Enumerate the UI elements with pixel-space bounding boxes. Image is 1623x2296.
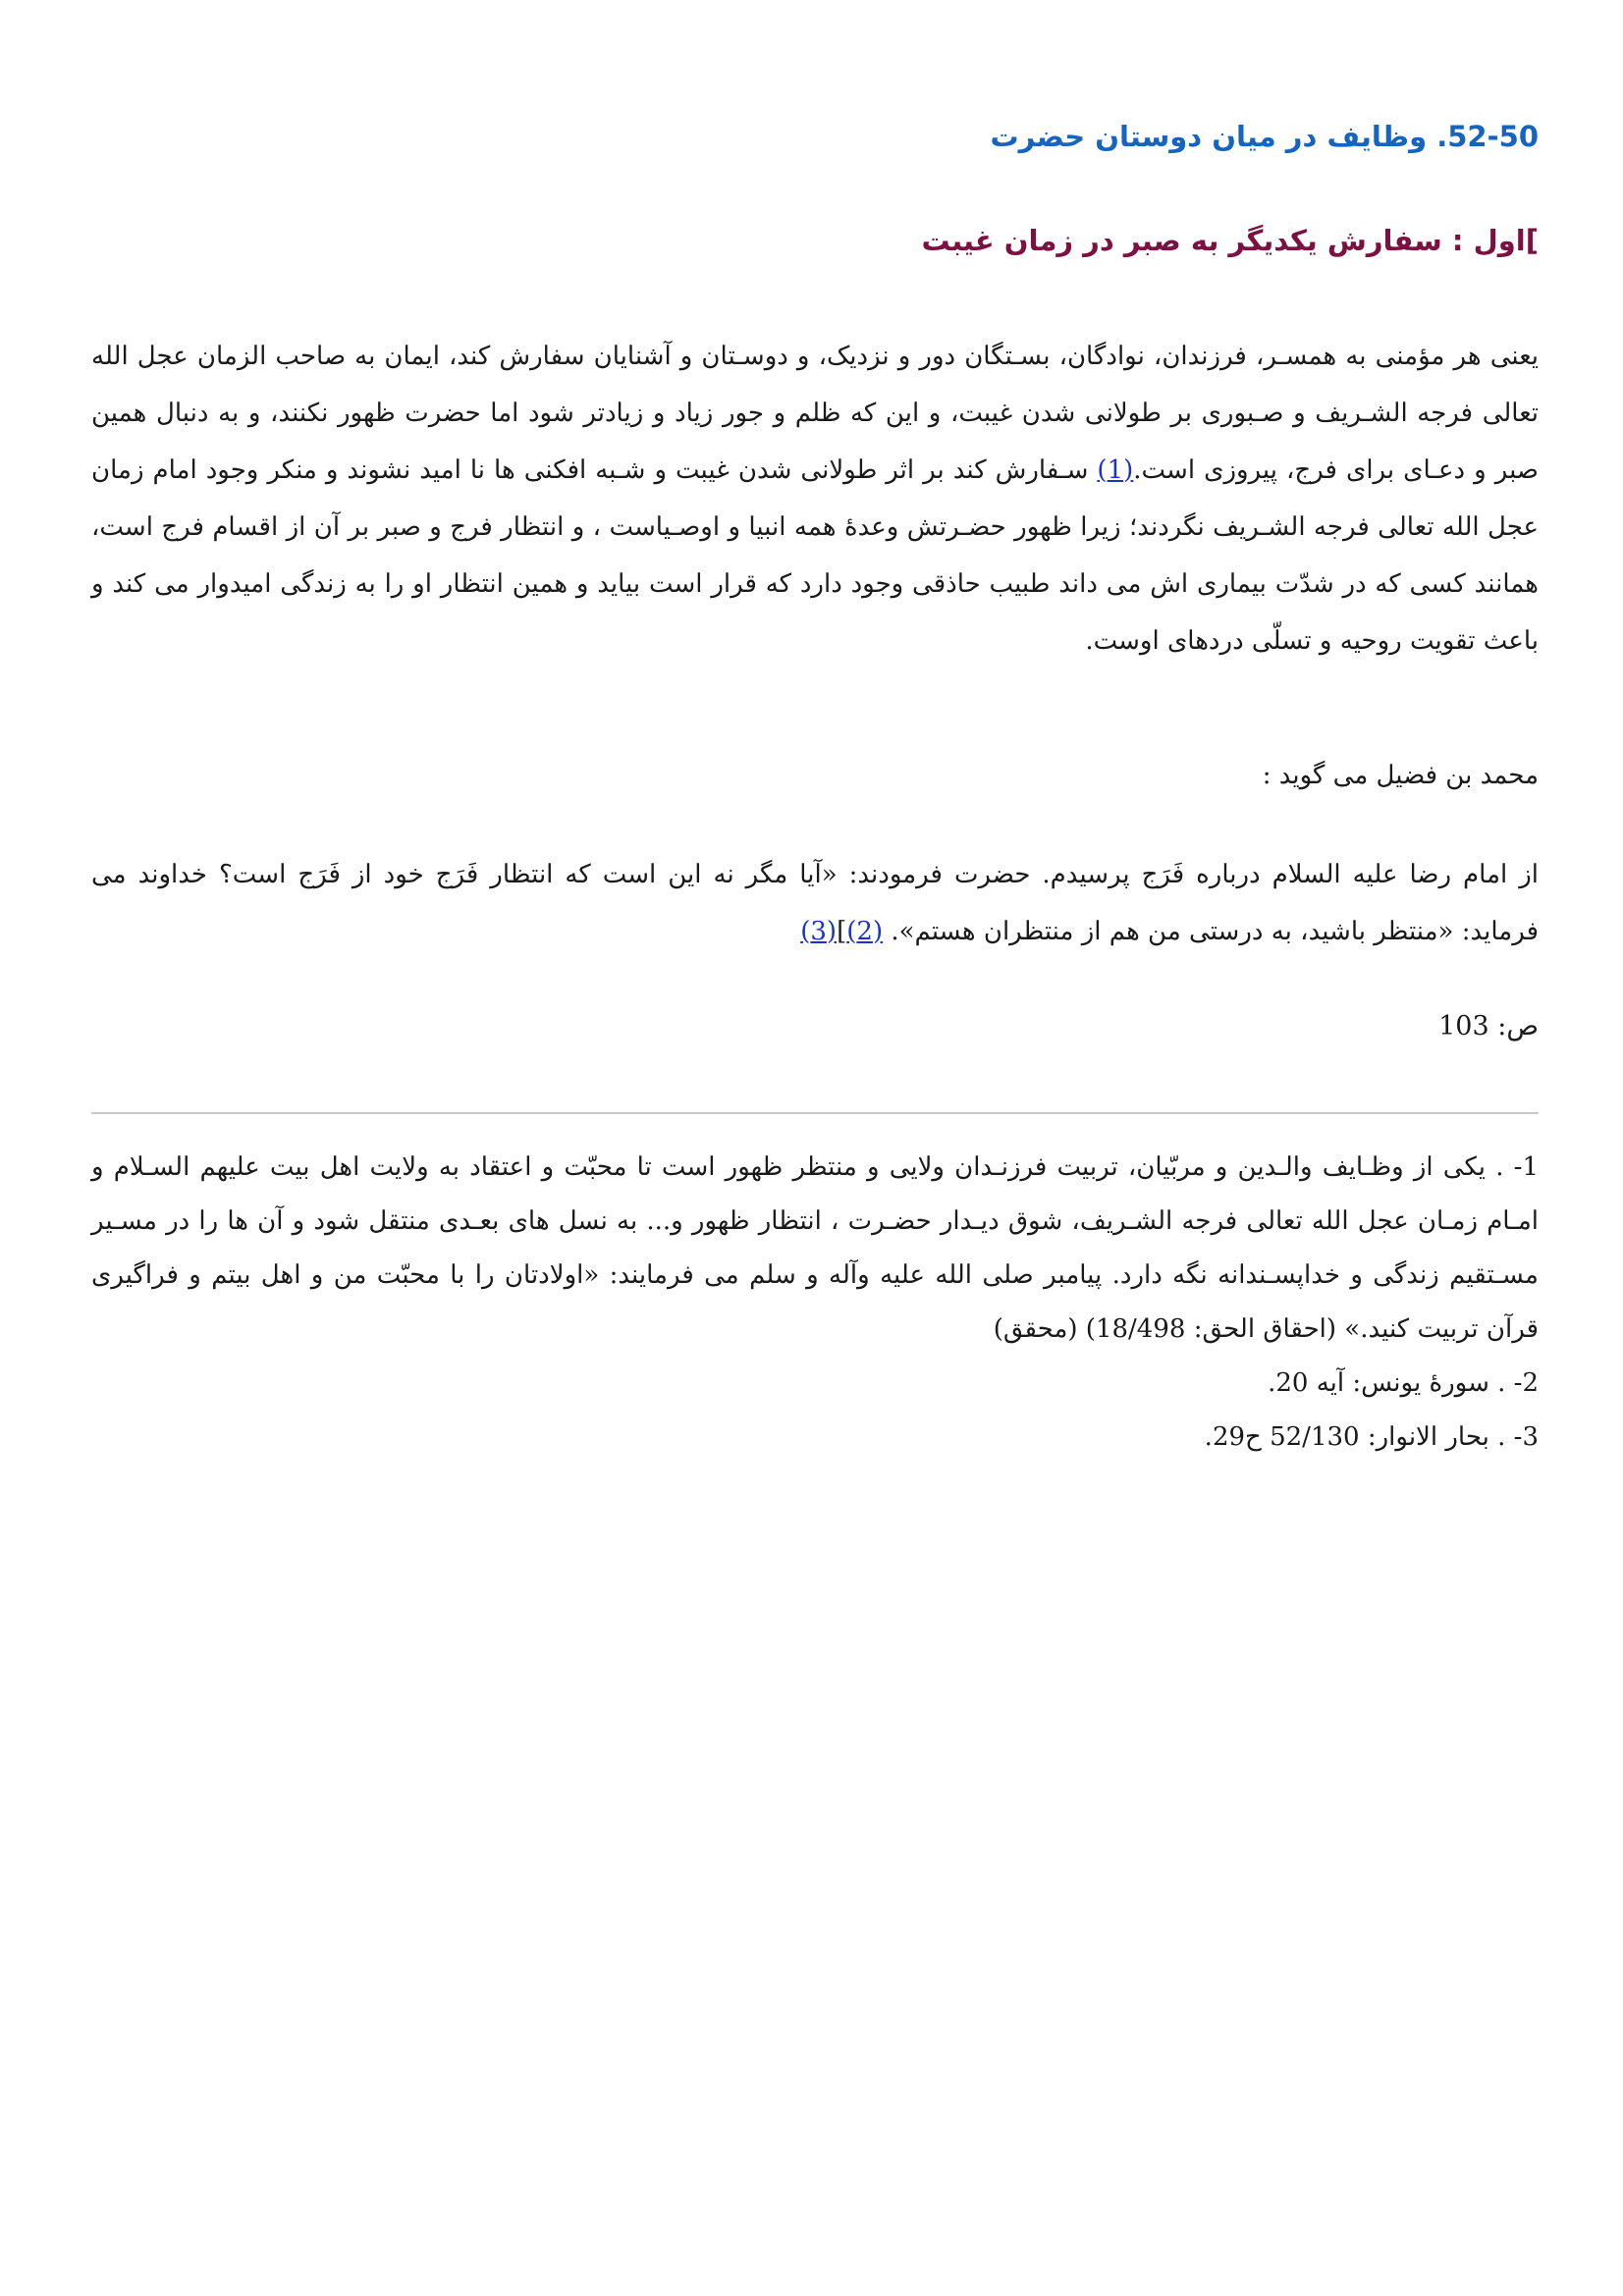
bracket-mark: ] — [837, 917, 847, 946]
paragraph-intro-text: یعنی هر مؤمنی به همسـر، فرزندان، نوادگان، بسـتگان دور و نزدیک، و دوسـتان و آشنایان سفارش کند، ایمان به صاحب الزمان عجل الله تعالی فرجه الشـریف و صـبوری بر طولانی شدن غیبت، و این که ظلم و جور زیاد و زیادتر شود اما حضرت ظهور نکنند، و به دنبال همین صبر و دعـای برای فرج، پیروزی است. — [91, 342, 1539, 485]
paragraph-intro-continued: سـفارش کند بر اثر طولانی شدن غیبت و شـبه افکنی ها نا امید نشوند و منکر وجود امام زمان عجل الله تعالی فرجه الشـریف نگردند؛ زیرا ظهور حضـرتش وعدهٔ همه انبیا و اوصـیاست ، و انتظار فرج و صبر بر آن از اقسام فرج است، همانند کسی که در شدّت بیماری اش می داند طبیب حاذقی وجود دارد که قرار است بیاید و همین انتظار او را به زندگی امیدوار می کند و باعث تقویت روحیه و تسلّی دردهای اوست. — [91, 455, 1539, 656]
sub-heading: ]اول : سفارش یکدیگر به صبر در زمان غیبت — [921, 224, 1539, 257]
footnote-divider — [91, 1112, 1539, 1114]
paragraph-narrator: محمد بن فضیل می گوید : — [1262, 761, 1539, 790]
page-number: ص: 103 — [1438, 1011, 1539, 1041]
footnote-ref-1[interactable]: (1) — [1097, 455, 1134, 485]
section-heading: 52-50. وظایف در میان دوستان حضرت — [990, 120, 1539, 153]
footnote-3: 3- . بحار الانوار: 52/130 ح29. — [1204, 1422, 1539, 1452]
paragraph-hadith-text: از امام رضا علیه السلام درباره فَرَج پرسیدم. حضرت فرمودند: «آیا مگر نه این است که انتظار فَرَج خود از فَرَج است؟ خداوند می فرماید: «منتظر باشید، به درستی من هم از منتظران هستم». — [91, 860, 1539, 946]
footnotes — [91, 1141, 1539, 1465]
footnote-ref-3[interactable]: (3) — [800, 917, 838, 946]
paragraph-intro — [91, 328, 1539, 669]
footnote-2: 2- . سورهٔ یونس: آیه 20. — [1268, 1368, 1539, 1398]
footnote-ref-2[interactable]: (2) — [846, 917, 884, 946]
footnote-1: 1- . یکی از وظـایف والـدین و مربّیان، تربیت فرزنـدان ولایی و منتظر ظهور است تا محبّت و اعتقاد به ولایت اهل بیت علیهم السـلام و امـام زمـان عجل الله تعالی فرجه الشـریف، شوق دیـدار حضـرت ، انتظار ظهور و... به نسل های بعـدی منتقل شود و آن ها را در مسـیر مسـتقیم زندگی و خداپسـندانه نگه دارد. پیامبر صلی الله علیه وآله و سلم می فرمایند: «اولادتان را با محبّت من و اهل بیتم و فراگیری قرآن تربیت کنید.» (احقاق الحق: 18/498) (محقق) — [91, 1152, 1539, 1344]
paragraph-hadith — [91, 846, 1539, 960]
